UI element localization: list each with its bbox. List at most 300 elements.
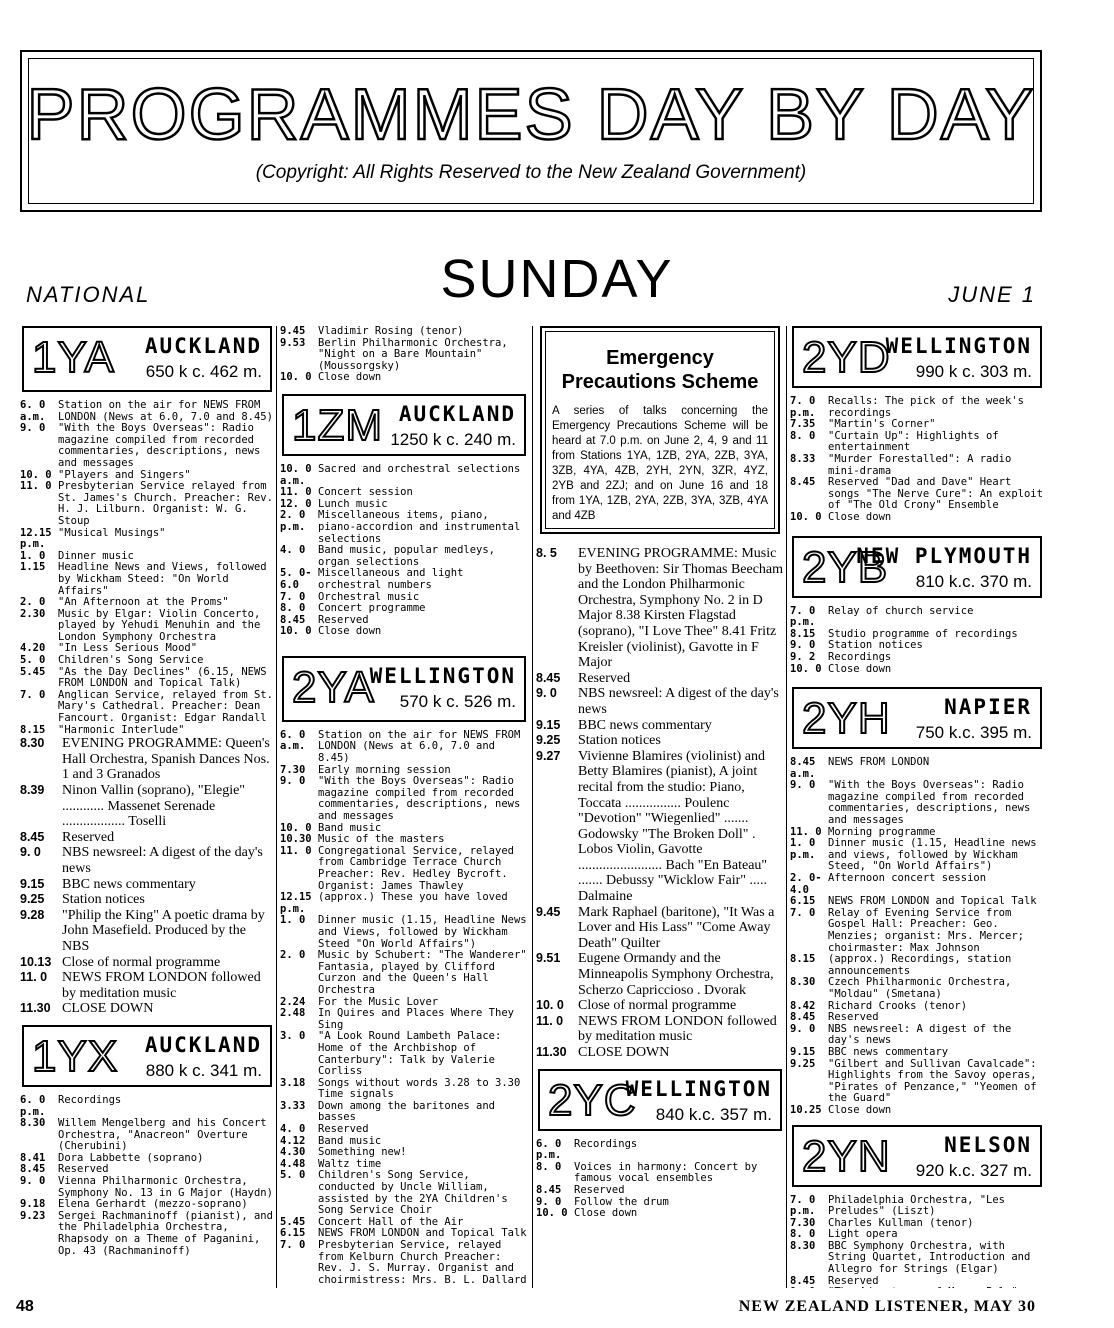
notice-title: Emergency Precautions Scheme xyxy=(561,347,759,393)
banner xyxy=(20,50,1042,212)
programme-entry xyxy=(536,718,784,734)
programme-time: 7.35 xyxy=(790,418,816,431)
station-box-2yb xyxy=(792,536,1042,598)
programme-description: Early morning session xyxy=(318,763,451,776)
programme-time: 9.27 xyxy=(536,748,561,763)
station-callsign: 1ZM xyxy=(292,400,383,450)
programme-time: 6.15 xyxy=(280,1227,306,1240)
programme-time: 7.30 xyxy=(280,763,306,776)
programme-entry xyxy=(536,951,784,998)
programme-description: Band music, popular medleys, organ selections xyxy=(318,544,496,568)
column-divider xyxy=(532,326,533,1288)
station-box-2yd xyxy=(792,326,1042,388)
publication-footer: NEW ZEALAND LISTENER, MAY 30 xyxy=(738,1298,1036,1315)
programme-description: Recordings xyxy=(574,1137,638,1150)
programme-time: 4.30 xyxy=(280,1146,306,1159)
programme-list-continued xyxy=(280,326,528,384)
programme-entry xyxy=(790,1024,1044,1047)
programme-entry xyxy=(536,1185,784,1197)
programme-description: Vienna Philharmonic Orchestra, Symphony No. 13 in G Major (Haydn) xyxy=(58,1175,273,1199)
programme-time: 8.42 xyxy=(790,999,816,1012)
programme-description: Close down xyxy=(318,371,382,384)
station-callsign: 2YA xyxy=(292,662,375,712)
station-callsign: 2YC xyxy=(548,1075,637,1125)
programme-entry xyxy=(280,730,528,765)
programme-entry xyxy=(280,776,528,822)
station-frequency: 570 k c. 526 m. xyxy=(399,691,516,711)
programme-time: 1.15 xyxy=(20,561,46,574)
programme-time: 9.45 xyxy=(536,904,561,919)
programme-time: 9.15 xyxy=(536,717,561,732)
programme-time: 8.33 xyxy=(790,452,816,465)
programme-list-2yb xyxy=(790,606,1044,676)
programme-entry xyxy=(790,1195,1044,1218)
programme-time: 5. 0 xyxy=(280,1169,306,1182)
programme-description: Miscellaneous items, piano, piano-accordion and instrumental selections xyxy=(318,509,521,545)
programme-entry xyxy=(20,736,274,783)
programme-time: 8.30 xyxy=(790,976,816,989)
programme-time: 4.48 xyxy=(280,1157,306,1170)
programme-description: Children's Song Service, conducted by Uncle William, assisted by the 2YA Children's Song Service Choir xyxy=(318,1169,508,1217)
station-name: AUCKLAND xyxy=(144,334,262,358)
programme-description: "With the Boys Overseas": Radio magazine compiled from recorded commentaries, descriptions, news and messages xyxy=(318,775,521,823)
programme-description: "Murder Forestalled": A radio mini-drama xyxy=(828,452,1012,477)
programme-time: 2. 0 xyxy=(280,949,306,962)
programme-time: 10.30 xyxy=(280,833,312,846)
programme-description: For the Music Lover xyxy=(318,995,439,1008)
programme-description: Studio programme of recordings xyxy=(828,627,1018,640)
programme-description: Station on the air for NEWS FROM LONDON (News at 6.0, 7.0 and 8.45) xyxy=(318,728,521,765)
programme-time: 12. 0 xyxy=(280,497,312,510)
programme-description: Close down xyxy=(318,625,382,638)
programme-description: Follow the drum xyxy=(574,1195,669,1208)
programme-time: 10. 0 xyxy=(790,662,822,675)
programme-entry xyxy=(280,1008,528,1031)
programme-time: 9. 0 xyxy=(20,422,46,435)
station-name: AUCKLAND xyxy=(398,401,516,426)
programme-time: 8.45 xyxy=(790,476,816,489)
programme-description: Close of normal programme xyxy=(62,954,221,970)
programme-entry xyxy=(790,873,1044,896)
programme-description: Close down xyxy=(828,510,892,523)
programme-time xyxy=(790,1287,828,1288)
programme-time: 9.25 xyxy=(20,892,45,907)
column-3 xyxy=(536,326,784,1288)
programme-time: 8. 0 xyxy=(280,602,306,615)
column-divider xyxy=(276,326,277,1288)
programme-description: Concert Hall of the Air xyxy=(318,1215,464,1228)
programme-entry xyxy=(280,1031,528,1077)
station-frequency: 880 k c. 341 m. xyxy=(145,1060,262,1080)
programme-time: 8.45 xyxy=(20,1163,46,1176)
programme-description: "With the Boys Overseas": Radio magazine compiled from recorded commentaries, descriptions, news and messages xyxy=(828,779,1031,827)
programme-description: Presbyterian Service, relayed from Kelburn Church Preacher: Rev. J. S. Murray. Organist and choirmistress: Mrs. B. L. Dallard xyxy=(318,1239,527,1286)
programme-description: Close down xyxy=(574,1207,638,1220)
programme-description: Something new! xyxy=(318,1146,407,1159)
station-box-2ya xyxy=(282,656,526,722)
programme-entry xyxy=(20,877,274,893)
programme-time: 9. 0 xyxy=(536,1195,562,1208)
programme-description: Station on the air for NEWS FROM LONDON (News at 6.0, 7.0 and 8.45) xyxy=(58,399,273,423)
programme-time: 10.13 xyxy=(20,954,52,969)
programme-entry xyxy=(790,780,1044,826)
programme-description: Elena Gerhardt (mezzo-soprano) xyxy=(58,1198,248,1211)
programme-entry xyxy=(790,664,1044,676)
station-frequency: 810 k.c. 370 m. xyxy=(915,571,1032,591)
programme-time: 11. 0 xyxy=(280,844,312,857)
programme-description: Relay of Evening Service from Gospel Hall: Preacher: Geo. Menzies; organist: Mrs. Mercer; choirmaster: Max Johnson xyxy=(828,906,1024,954)
programme-time: 7. 0 p.m. xyxy=(790,1193,816,1218)
programme-entry xyxy=(536,1208,784,1220)
programme-time: 7. 0 xyxy=(790,906,816,919)
station-name: WELLINGTON xyxy=(369,663,516,688)
programme-description: Songs without words 3.28 to 3.30 Time signals xyxy=(318,1076,521,1101)
programme-time: 10. 0 xyxy=(280,625,312,638)
station-name: NAPIER xyxy=(944,695,1032,720)
programme-entry xyxy=(790,652,1044,664)
programme-description: "Players and Singers" xyxy=(58,468,191,481)
programme-description: (approx.) Recordings, station announcements xyxy=(828,953,1012,977)
programme-time: 5. 0-6.0 xyxy=(280,567,312,591)
programme-entry xyxy=(280,487,528,499)
programme-description: Band music xyxy=(318,821,382,834)
programme-description: Reserved xyxy=(828,1011,879,1024)
station-box-1ya xyxy=(22,326,272,392)
programme-description: Anglican Service, relayed from St. Mary's Cathedral. Preacher: Dean Fancourt. Organist: Edgar Randall xyxy=(58,688,273,725)
programme-time: 9. 2 xyxy=(790,650,816,663)
programme-entry xyxy=(790,1012,1044,1024)
programme-description: Children's Song Service xyxy=(58,654,204,667)
programme-entry xyxy=(536,998,784,1014)
programme-description: NBS newsreel: A digest of the day's news xyxy=(828,1022,1012,1047)
programme-description: Sergei Rachmaninoff (pianist), and the Philadelphia Orchestra, Rhapsody on a Theme of Paganini, Op. 43 (Rachmaninoff) xyxy=(58,1209,273,1257)
programme-description: Reserved xyxy=(318,613,369,626)
programme-time: 8.45 xyxy=(536,670,561,685)
programme-time: 8.45 a.m. xyxy=(790,756,816,780)
programme-time: 3.33 xyxy=(280,1099,306,1112)
programme-description: NBS newsreel: A digest of the day's news xyxy=(578,686,779,717)
programme-description: Richard Crooks (tenor) xyxy=(828,999,968,1012)
station-box-2yc xyxy=(538,1069,782,1131)
programme-time: 7. 0 xyxy=(280,590,306,603)
programme-description: Vladimir Rosing (tenor) xyxy=(318,326,464,337)
programme-time: 6. 0 a.m. xyxy=(280,728,306,753)
programme-time: 9. 0 xyxy=(536,686,557,701)
notice-text: A series of talks concerning the Emergency Precautions Scheme will be heard at 7.0 p.m. on June 2, 4, 9 and 11 from Stations 1YA, 1ZB, 2YA, 2ZB, 3YA, 3ZB, 4YA, 4ZB, 2YH, 2YN, 3ZR, 4YZ, 2YB and 2ZJ; and on June 16 and 18 from 1YA, 1ZB, 2YA, 2ZB, 3YA, 3ZB, 4YA and 4ZB xyxy=(552,405,768,522)
programme-entry xyxy=(20,597,274,609)
programme-entry xyxy=(20,423,274,469)
programme-entry xyxy=(20,655,274,667)
programme-entry xyxy=(536,671,784,687)
banner-title: PROGRAMMES DAY BY DAY xyxy=(26,75,1036,155)
programme-description: Recalls: The pick of the week's recordings xyxy=(828,395,1024,419)
programme-entry xyxy=(20,1176,274,1199)
station-frequency: 1250 k c. 240 m. xyxy=(390,429,516,449)
programme-description: Headline News and Views, followed by Wickham Steed: "On World Affairs" xyxy=(58,561,267,597)
programme-time: 8.30 xyxy=(20,736,45,751)
programme-time: 11. 0 xyxy=(20,480,52,493)
station-callsign: 1YA xyxy=(32,333,115,382)
station-frequency: 840 k.c. 357 m. xyxy=(655,1104,772,1124)
programme-time: 9. 0 xyxy=(20,1175,46,1188)
programme-time: 11. 0 xyxy=(280,486,312,499)
programme-description: Reserved xyxy=(58,1163,109,1176)
programme-description: (approx.) These you have loved xyxy=(318,891,508,904)
programme-description: "A Look Round Lambeth Palace: Home of the Archbishop of Canterbury": Talk by Valerie Corliss xyxy=(318,1030,502,1078)
programme-description: Mark Raphael (baritone), "It Was a Lover and His Lass" "Come Away Death" Quilter xyxy=(578,904,775,951)
column-2 xyxy=(280,326,528,1288)
programme-description: BBC news commentary xyxy=(578,717,712,733)
programme-entry xyxy=(536,1139,784,1162)
programme-description: Waltz time xyxy=(318,1157,382,1170)
programme-entry xyxy=(20,1095,274,1118)
programme-time: 2. 0 xyxy=(20,596,46,609)
programme-entry xyxy=(280,846,528,892)
programme-entry xyxy=(790,1105,1044,1117)
programme-description: Close of normal programme xyxy=(578,998,737,1014)
programme-description: "Gilbert and Sullivan Cavalcade": Highlights from the Savoy operas, "Pirates of Penzance," "Yeomen of the Guard" xyxy=(828,1057,1037,1105)
station-callsign: 2YN xyxy=(802,1131,891,1181)
programme-description: BBC news commentary xyxy=(828,1045,949,1058)
programme-description: Station notices xyxy=(578,733,661,749)
programme-entry xyxy=(20,783,274,830)
programme-time: 8.41 xyxy=(20,1151,46,1164)
programme-entry xyxy=(280,1101,528,1124)
programme-time: 8. 5 xyxy=(536,546,557,560)
programme-time: 6. 0 p.m. xyxy=(20,1093,46,1118)
programme-time: 8.45 xyxy=(280,613,306,626)
station-box-2yn xyxy=(792,1125,1042,1187)
programme-time: 8.30 xyxy=(790,1239,816,1252)
programme-entry xyxy=(20,955,274,971)
programme-entry xyxy=(20,481,274,527)
programme-description: "Curtain Up": Highlights of entertainment xyxy=(828,429,999,454)
programme-entry xyxy=(20,970,274,1001)
network-label: NATIONAL xyxy=(26,282,151,307)
programme-description: NEWS FROM LONDON xyxy=(828,756,930,769)
programme-list-2yd xyxy=(790,396,1044,524)
programme-time: 2.24 xyxy=(280,995,306,1008)
station-callsign: 2YH xyxy=(802,694,891,744)
programme-entry xyxy=(20,528,274,551)
programme-time: 6. 0 p.m. xyxy=(536,1137,562,1162)
programme-time: 10. 0 xyxy=(280,821,312,834)
programme-time: 4.12 xyxy=(280,1134,306,1147)
programme-entry xyxy=(790,757,1044,780)
programme-entry xyxy=(280,1078,528,1101)
programme-description: Reserved xyxy=(578,670,631,686)
programme-description: Music by Elgar: Violin Concerto, played by Yehudi Menuhin and the London Symphony Orchestra xyxy=(58,607,261,643)
programme-entry xyxy=(20,908,274,955)
programme-entry xyxy=(790,512,1044,524)
programme-description: Ninon Vallin (soprano), "Elegie" ............ Massenet Serenade .................. Toselli xyxy=(62,783,246,830)
programme-description: NEWS FROM LONDON and Topical Talk xyxy=(828,895,1037,908)
programme-time: 12.15 p.m. xyxy=(280,891,312,915)
programme-time: 10. 0 xyxy=(280,371,312,384)
programme-time: 2. 0 p.m. xyxy=(280,509,306,533)
programme-time: 9.15 xyxy=(790,1045,816,1058)
programme-description: Station notices xyxy=(828,639,923,652)
programme-time: 5. 0 xyxy=(20,654,46,667)
programme-entry xyxy=(20,1118,274,1153)
station-frequency: 990 k c. 303 m. xyxy=(915,362,1032,381)
station-box-1yx xyxy=(22,1025,272,1087)
programme-time: 10. 0 xyxy=(20,468,52,481)
station-box-2yh xyxy=(792,687,1042,749)
programme-description: "In Less Serious Mood" xyxy=(58,642,198,655)
programme-entry xyxy=(20,609,274,644)
programme-description: Recordings xyxy=(58,1093,122,1106)
programme-entry xyxy=(280,510,528,545)
programme-description xyxy=(828,1287,1044,1288)
programme-description: BBC Symphony Orchestra, with String Quartet, Introduction and Allegro for Strings (Elgar) xyxy=(828,1239,1031,1276)
programme-time: 9.15 xyxy=(20,876,45,891)
programme-time: 9.25 xyxy=(536,733,561,748)
programme-entry xyxy=(790,977,1044,1000)
programme-time: 11.30 xyxy=(20,1001,51,1016)
programme-time: 9. 0 xyxy=(790,779,816,792)
programme-description: Czech Philharmonic Orchestra, "Moldau" (Smetana) xyxy=(828,976,1012,1000)
programme-time: 9. 0 xyxy=(790,639,816,652)
programme-time: 7. 0 xyxy=(280,1239,306,1251)
programme-entry xyxy=(790,1059,1044,1105)
programme-list-1zm xyxy=(280,464,528,638)
programme-time: 8.45 xyxy=(536,1183,562,1196)
programme-time: 8. 0 xyxy=(536,1160,562,1173)
programme-time: 9.25 xyxy=(790,1057,816,1070)
programme-time: 8.15 xyxy=(790,627,816,640)
programme-list-1ya xyxy=(20,400,274,736)
programme-entry xyxy=(536,1045,784,1061)
programme-time: 5.45 xyxy=(280,1215,306,1228)
programme-entry xyxy=(280,568,528,591)
column-divider xyxy=(786,326,787,1288)
station-frequency: 650 k c. 462 m. xyxy=(145,362,262,381)
programme-entry xyxy=(280,464,528,487)
programme-entry xyxy=(790,838,1044,873)
programme-time: 8.15 xyxy=(20,723,46,736)
page-number: 48 xyxy=(16,1298,34,1315)
programme-description: Eugene Ormandy and the Minneapolis Symphony Orchestra, Scherzo Capriccioso . Dvorak xyxy=(578,951,774,998)
programme-description: "As the Day Declines" (6.15, NEWS FROM LONDON and Topical Talk) xyxy=(58,665,267,690)
programme-time: 8.30 xyxy=(20,1117,46,1130)
programme-description: Reserved xyxy=(574,1183,625,1196)
programme-description: Dora Labbette (soprano) xyxy=(58,1151,204,1164)
programme-description: "Harmonic Interlude" xyxy=(58,723,185,736)
programme-entry xyxy=(20,1001,274,1017)
programme-time: 8.45 xyxy=(790,1274,816,1287)
programme-time: 10. 0 a.m. xyxy=(280,462,312,487)
programme-time: 2.30 xyxy=(20,607,46,620)
programme-list-2yn xyxy=(790,1195,1044,1289)
programme-description: Reserved xyxy=(828,1274,879,1287)
programme-time: 8. 0 xyxy=(790,429,816,442)
programme-list-2ya xyxy=(280,730,528,1287)
programme-description: Charles Kullman (tenor) xyxy=(828,1216,974,1229)
programme-entry xyxy=(20,667,274,690)
programme-description: Lunch music xyxy=(318,497,388,510)
programme-entry xyxy=(20,725,274,737)
programme-time: 8.45 xyxy=(20,829,45,844)
programme-description: Reserved "Dad and Dave" Heart songs "The Nerve Cure": An exploit of "The Old Crony" Ensemble xyxy=(828,476,1043,512)
station-name: AUCKLAND xyxy=(144,1032,262,1057)
station-callsign: 2YD xyxy=(802,333,891,382)
programme-time: 9.45 xyxy=(280,326,306,337)
programme-description: Band music xyxy=(318,1134,382,1147)
programme-description: Berlin Philharmonic Orchestra, "Night on a Bare Mountain" (Moussorgsky) xyxy=(318,336,508,372)
programme-description: Miscellaneous and light orchestral numbers xyxy=(318,567,464,591)
programme-list-2yc xyxy=(536,1139,784,1220)
date-label: JUNE 1 xyxy=(948,282,1036,307)
programme-description: "With the Boys Overseas": Radio magazine compiled from recorded commentaries, descriptions, news and messages xyxy=(58,422,261,469)
programme-description: Light opera xyxy=(828,1228,898,1241)
programme-description: Willem Mengelberg and his Concert Orchestra, "Anacreon" Overture (Cherubini) xyxy=(58,1117,267,1153)
programme-time: 7.30 xyxy=(790,1216,816,1229)
programme-entry xyxy=(790,1047,1044,1059)
programme-time: 11.30 xyxy=(536,1045,567,1059)
station-callsign: 1YX xyxy=(32,1031,119,1081)
programme-description: Concert session xyxy=(318,486,413,499)
programme-time: 4. 0 xyxy=(280,544,306,557)
emergency-notice xyxy=(540,326,780,534)
programme-time: 4. 0 xyxy=(280,1123,306,1136)
programme-description: Reserved xyxy=(62,829,115,845)
programme-entry xyxy=(790,908,1044,954)
programme-entry xyxy=(20,845,274,876)
column-1 xyxy=(20,326,274,1288)
programme-entry xyxy=(280,915,528,950)
programme-time: 9. 0 xyxy=(280,775,306,788)
programme-entry xyxy=(536,1162,784,1185)
programme-description: Reserved xyxy=(318,1123,369,1136)
programme-time: 9.53 xyxy=(280,336,306,349)
programme-time: 11. 0 xyxy=(790,825,822,838)
programme-entry xyxy=(790,477,1044,512)
programme-description: Congregational Service, relayed from Cambridge Terrace Church Preacher: Rev. Hedley Bycroft. Organist: James Thawley xyxy=(318,844,514,892)
programme-description: Dinner music xyxy=(58,549,134,562)
programme-description: "Musical Musings" xyxy=(58,526,166,539)
programme-time: 7. 0 p.m. xyxy=(790,395,816,419)
programme-description: EVENING PROGRAMME: Queen's Hall Orchestra, Spanish Dances Nos. 1 and 3 Granados xyxy=(62,736,270,783)
column-4 xyxy=(790,326,1044,1288)
programme-description: Close down xyxy=(828,1103,892,1116)
programme-time: 9.51 xyxy=(536,951,561,966)
programme-entry xyxy=(790,1241,1044,1276)
programme-time: 1. 0 xyxy=(280,914,306,927)
station-frequency: 920 k.c. 327 m. xyxy=(915,1160,1032,1180)
programme-time: 9. 0 xyxy=(790,1022,816,1035)
programme-entry xyxy=(20,562,274,597)
programme-description: "Philip the King" A poetic drama by John Masefield. Produced by the NBS xyxy=(62,907,265,954)
programme-entry xyxy=(280,326,528,338)
programme-description: NBS newsreel: A digest of the day's news xyxy=(62,845,263,876)
station-callsign: 2YB xyxy=(802,542,889,592)
programme-time: 2.48 xyxy=(280,1007,306,1020)
programme-entry xyxy=(280,1124,528,1136)
programme-time: 9.28 xyxy=(20,907,45,922)
programme-description: NEWS FROM LONDON followed by meditation music xyxy=(578,1013,777,1045)
programme-entry xyxy=(790,954,1044,977)
programme-description: CLOSE DOWN xyxy=(578,1045,670,1060)
programme-entry xyxy=(20,690,274,725)
programme-entry xyxy=(536,749,784,905)
programme-description: Music of the masters xyxy=(318,833,445,846)
programme-time: 3. 0 xyxy=(280,1030,306,1043)
programme-entry xyxy=(280,338,528,373)
programme-entry xyxy=(536,733,784,749)
programme-time: 10. 0 xyxy=(536,1207,568,1220)
programme-entry xyxy=(790,454,1044,477)
